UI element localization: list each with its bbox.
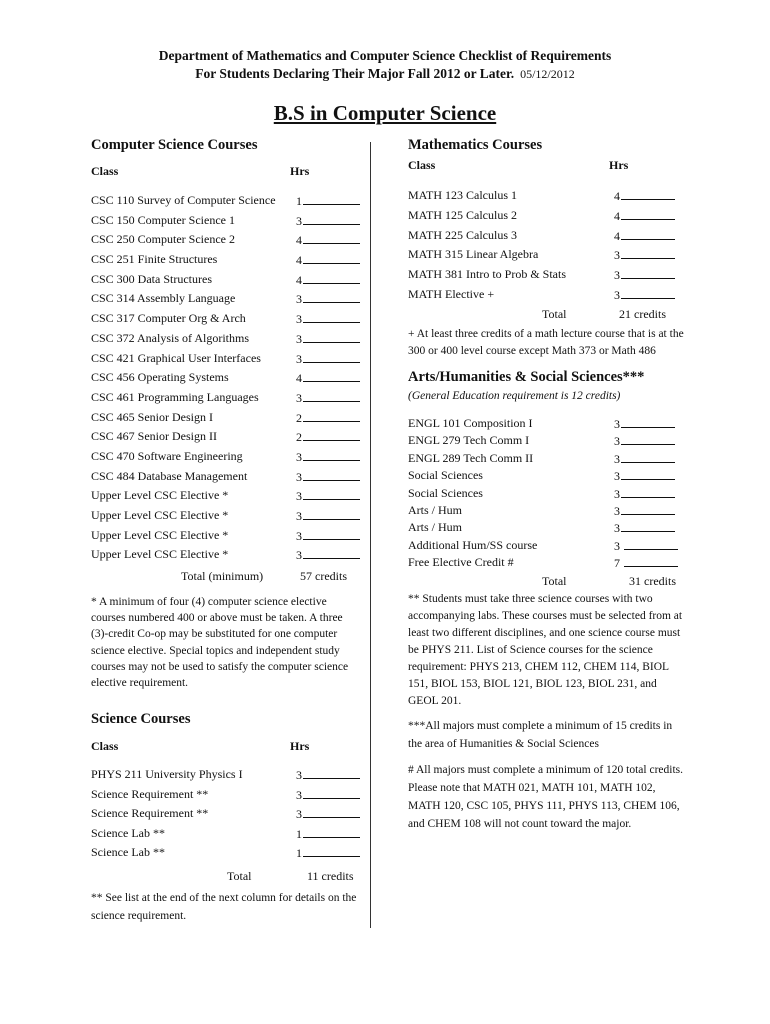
science-course-list (91, 767, 366, 865)
course-name: Free Elective Credit # (408, 555, 514, 570)
course-name: CSC 317 Computer Org & Arch (91, 311, 246, 326)
arts-total-label: Total (542, 573, 567, 588)
course-row (408, 468, 688, 485)
course-hours-field[interactable] (296, 311, 360, 327)
course-hours-field[interactable] (296, 232, 360, 248)
course-hours: 3 (614, 538, 623, 553)
fill-in-line (303, 390, 360, 402)
course-name: PHYS 211 University Physics I (91, 767, 243, 782)
fill-in-line (303, 351, 360, 363)
course-name: CSC 250 Computer Science 2 (91, 232, 235, 247)
left-column (91, 137, 366, 925)
course-name: ENGL 289 Tech Comm II (408, 450, 534, 465)
course-name: CSC 465 Senior Design I (91, 409, 214, 424)
course-name: Upper Level CSC Elective * (91, 547, 229, 562)
course-hours: 3 (296, 489, 302, 504)
course-name: MATH 125 Calculus 2 (408, 207, 517, 222)
course-row (91, 390, 366, 410)
fill-in-line (303, 469, 360, 481)
course-hours: 2 (296, 430, 302, 445)
course-hours: 3 (296, 807, 302, 822)
math-column-header (408, 158, 688, 172)
course-row (408, 228, 688, 248)
course-hours-field[interactable] (614, 433, 675, 449)
course-name: Upper Level CSC Elective * (91, 488, 229, 503)
course-hours: 3 (296, 312, 302, 327)
fill-in-line (621, 503, 675, 515)
course-hours: 3 (296, 469, 302, 484)
course-row (408, 451, 688, 468)
course-hours: 1 (296, 846, 302, 861)
course-name: CSC 314 Assembly Language (91, 291, 236, 306)
course-row (408, 416, 688, 433)
course-name: Science Requirement ** (91, 786, 209, 801)
fill-in-line (303, 547, 360, 559)
course-hours-field[interactable] (614, 188, 675, 204)
course-hours-field[interactable] (296, 845, 360, 861)
math-col-hrs: Hrs (609, 158, 629, 172)
fill-in-line (621, 287, 675, 299)
course-hours: 3 (296, 509, 302, 523)
science-column-header (91, 739, 366, 753)
course-name: Upper Level CSC Elective * (91, 508, 229, 522)
course-row (91, 370, 366, 390)
course-hours-field[interactable] (614, 538, 678, 554)
science-note: ** See list at the end of the next column for details on the science requirement. (91, 891, 357, 922)
course-row (91, 252, 366, 272)
fill-in-line (621, 486, 675, 498)
course-hours-field[interactable] (296, 390, 360, 406)
fill-in-line (303, 232, 360, 244)
course-name: Social Sciences (408, 485, 483, 500)
fill-in-line (303, 429, 360, 441)
fill-in-line (303, 449, 360, 461)
course-hours-field[interactable] (614, 451, 675, 467)
course-hours-field[interactable] (614, 228, 675, 244)
math-total (408, 307, 688, 322)
course-hours: 3 (614, 287, 620, 302)
right-column (408, 137, 688, 833)
fill-in-line (621, 468, 675, 480)
cs-elective-note: * A minimum of four (4) computer science elective courses numbered 400 or above must be taken. A three (3)-credit Co-op may be substituted for one computer science elective. Special topics and independent study courses may not be used to satisfy the computer science elective requirement. (91, 596, 349, 690)
arts-total-value: 31 credits (629, 573, 676, 588)
course-name: CSC 470 Software Engineering (91, 448, 243, 463)
fill-in-line (621, 520, 675, 532)
course-hours: 4 (296, 253, 302, 268)
fill-in-line (303, 272, 360, 284)
course-name: MATH 225 Calculus 3 (408, 227, 517, 242)
fill-in-line (624, 538, 678, 550)
header-subtitle: For Students Declaring Their Major Fall 2012 or Later. (195, 66, 515, 81)
course-hours: 3 (614, 469, 620, 484)
fill-in-line (624, 555, 678, 567)
fill-in-line (621, 208, 675, 220)
course-hours: 3 (296, 787, 302, 802)
course-hours: 3 (614, 268, 620, 283)
course-row (408, 208, 688, 228)
course-hours: 2 (296, 410, 302, 425)
fill-in-line (303, 193, 360, 205)
course-hours-field[interactable] (296, 410, 360, 426)
fill-in-line (303, 252, 360, 264)
course-hours: 3 (614, 248, 620, 263)
cs-total-label: Total (minimum) (181, 569, 264, 584)
course-hours: 3 (296, 292, 302, 307)
fill-in-line (303, 410, 360, 422)
math-course-list (408, 188, 688, 307)
course-row (91, 508, 366, 528)
course-row (91, 845, 366, 865)
fill-in-line (621, 433, 675, 445)
cs-col-class: Class (91, 164, 119, 178)
course-name: CSC 456 Operating Systems (91, 370, 229, 385)
course-hours-field[interactable] (614, 416, 675, 432)
course-row (91, 787, 366, 807)
course-hours-field[interactable] (296, 429, 360, 445)
course-row (91, 193, 366, 213)
fill-in-line (303, 370, 360, 382)
cs-column-header (91, 164, 366, 178)
course-name: Additional Hum/SS course (408, 537, 538, 552)
course-hours-field[interactable] (296, 488, 360, 504)
course-name: Arts / Hum (408, 520, 462, 535)
course-hours-field[interactable] (614, 555, 678, 571)
course-name: CSC 484 Database Management (91, 468, 248, 483)
course-name: ENGL 101 Composition I (408, 415, 533, 430)
fill-in-line (621, 228, 675, 240)
course-row (91, 806, 366, 826)
fill-in-line (303, 806, 360, 818)
course-hours-field[interactable] (614, 486, 675, 502)
document-header-line1: Department of Mathematics and Computer Science Checklist of Requirements (158, 48, 612, 63)
course-hours: 3 (614, 521, 620, 536)
course-row (91, 429, 366, 449)
course-hours: 3 (296, 449, 302, 464)
course-name: Science Requirement ** (91, 806, 209, 821)
cs-total (91, 569, 366, 584)
course-row (91, 272, 366, 292)
course-name: Social Sciences (408, 468, 483, 483)
fill-in-line (303, 845, 360, 857)
course-row (408, 433, 688, 450)
course-row (408, 503, 688, 520)
cs-course-list (91, 193, 366, 567)
course-name: CSC 300 Data Structures (91, 271, 212, 286)
course-row (91, 488, 366, 508)
course-row (91, 351, 366, 371)
course-hours: 4 (614, 189, 620, 203)
course-row (91, 232, 366, 252)
course-row (408, 538, 688, 555)
course-hours-field[interactable] (296, 469, 360, 485)
course-row (91, 291, 366, 311)
course-name: CSC 461 Programming Languages (91, 389, 259, 404)
course-name: CSC 150 Computer Science 1 (91, 212, 235, 227)
course-hours: 4 (296, 371, 302, 386)
course-hours-field[interactable] (296, 508, 360, 524)
math-col-class: Class (408, 158, 436, 172)
course-row (91, 767, 366, 787)
course-hours: 7 (614, 556, 623, 571)
course-hours: 3 (296, 213, 302, 228)
course-hours-field[interactable] (296, 272, 360, 288)
course-hours-field[interactable] (296, 370, 360, 386)
course-row (91, 547, 366, 567)
fill-in-line (621, 416, 675, 428)
fill-in-line (303, 311, 360, 323)
cs-heading: Computer Science Courses (91, 137, 258, 153)
course-hours: 3 (614, 503, 620, 518)
fill-in-line (621, 247, 675, 259)
fill-in-line (303, 213, 360, 225)
cs-total-value: 57 credits (300, 569, 347, 584)
course-hours: 4 (614, 228, 620, 243)
arts-course-list (408, 416, 688, 573)
course-name: MATH Elective + (408, 286, 495, 301)
course-row (408, 486, 688, 503)
course-hours: 3 (296, 331, 302, 346)
course-row (91, 469, 366, 489)
fill-in-line (303, 331, 360, 343)
humss-note: ***All majors must complete a minimum of 15 credits in the area of Humanities & Social Sciences (408, 719, 673, 750)
course-hours: 1 (296, 826, 302, 841)
course-hours: 3 (614, 451, 620, 466)
column-divider (370, 142, 371, 928)
course-row (408, 267, 688, 287)
arts-total (408, 574, 688, 589)
course-hours-field[interactable] (614, 267, 675, 283)
total-credits-note: # All majors must complete a minimum of 120 total credits. Please note that MATH 021, MATH 101, MATH 102, MATH 120, CSC 105, PHYS 111, PHYS 113, CHEM 106, and CHEM 108 will not count toward the major. (408, 763, 684, 830)
course-row (408, 287, 688, 307)
course-row (91, 311, 366, 331)
course-hours-field[interactable] (296, 291, 360, 307)
course-row (408, 555, 688, 572)
header-date: 05/12/2012 (520, 67, 575, 81)
fill-in-line (303, 826, 360, 838)
course-hours: 1 (296, 194, 302, 208)
science-col-hrs: Hrs (290, 739, 310, 754)
course-name: CSC 467 Senior Design II (91, 429, 217, 444)
course-hours: 4 (296, 272, 302, 287)
science-heading: Science Courses (91, 711, 191, 728)
fill-in-line (621, 267, 675, 279)
course-hours: 3 (296, 768, 302, 783)
fill-in-line (621, 188, 675, 200)
document-header-line2 (0, 66, 770, 82)
course-name: MATH 381 Intro to Prob & Stats (408, 267, 567, 282)
course-hours: 3 (296, 351, 302, 366)
course-name: Science Lab ** (91, 845, 165, 860)
course-hours-field[interactable] (296, 787, 360, 803)
fill-in-line (303, 488, 360, 500)
course-name: MATH 123 Calculus 1 (408, 188, 517, 202)
course-hours: 3 (614, 486, 620, 501)
course-hours-field[interactable] (614, 503, 675, 519)
course-hours-field[interactable] (296, 213, 360, 229)
course-row (91, 449, 366, 469)
math-heading: Mathematics Courses (408, 137, 543, 153)
course-hours-field[interactable] (614, 520, 675, 536)
course-hours: 3 (296, 548, 302, 563)
course-name: CSC 421 Graphical User Interfaces (91, 350, 261, 365)
fill-in-line (303, 528, 360, 540)
science-total-label: Total (227, 868, 252, 883)
math-elective-note: + At least three credits of a math lecture course that is at the 300 or 400 level course except Math 373 or Math 486 (408, 327, 684, 357)
fill-in-line (303, 787, 360, 799)
course-hours-field[interactable] (614, 287, 675, 303)
course-hours-field[interactable] (296, 767, 360, 783)
course-hours-field[interactable] (614, 208, 675, 224)
science-total (91, 869, 366, 884)
page-title: B.S in Computer Science (273, 101, 497, 125)
science-total-value: 11 credits (307, 868, 354, 883)
course-name: Arts / Hum (408, 502, 462, 517)
course-hours-field[interactable] (614, 468, 675, 484)
course-hours-field[interactable] (614, 247, 675, 263)
course-row (408, 247, 688, 267)
fill-in-line (303, 508, 360, 520)
course-hours-field[interactable] (296, 826, 360, 842)
course-hours: 4 (296, 233, 302, 248)
course-name: CSC 110 Survey of Computer Science (91, 193, 276, 207)
fill-in-line (621, 451, 675, 463)
fill-in-line (303, 291, 360, 303)
math-total-value: 21 credits (619, 306, 666, 321)
course-row (91, 213, 366, 233)
math-total-label: Total (542, 306, 567, 321)
course-hours-field[interactable] (296, 547, 360, 563)
course-hours-field[interactable] (296, 351, 360, 367)
course-hours: 4 (614, 208, 620, 223)
course-hours: 3 (614, 434, 620, 449)
course-hours-field[interactable] (296, 252, 360, 268)
course-name: CSC 372 Analysis of Algorithms (91, 330, 250, 345)
course-row (91, 826, 366, 846)
course-hours-field[interactable] (296, 193, 360, 209)
course-row (91, 331, 366, 351)
course-hours: 3 (296, 528, 302, 543)
science-col-class: Class (91, 739, 119, 754)
course-name: CSC 251 Finite Structures (91, 252, 218, 267)
course-row (408, 188, 688, 208)
course-row (408, 520, 688, 537)
arts-subtitle: (General Education requirement is 12 credits) (408, 389, 621, 402)
course-row (91, 528, 366, 548)
course-hours-field[interactable] (296, 331, 360, 347)
course-row (91, 410, 366, 430)
course-name: Upper Level CSC Elective * (91, 527, 229, 542)
science-requirement-note: ** Students must take three science courses with two accompanying labs. These courses must be selected from at least two different disciplines, and one science course must be PHYS 211. List of Science courses for the science requirement: PHYS 213, CHEM 112, CHEM 114, BIOL 151, BIOL 153, BIOL 121, BIOL 123, BIOL 231, and GEOL 201. (408, 592, 683, 707)
arts-heading: Arts/Humanities & Social Sciences*** (408, 368, 645, 385)
course-name: MATH 315 Linear Algebra (408, 247, 539, 262)
course-name: Science Lab ** (91, 825, 165, 840)
fill-in-line (303, 767, 360, 779)
course-hours-field[interactable] (296, 449, 360, 465)
course-name: ENGL 279 Tech Comm I (408, 433, 530, 448)
course-hours-field[interactable] (296, 528, 360, 544)
cs-col-hrs: Hrs (290, 164, 310, 178)
course-hours: 3 (614, 416, 620, 431)
course-hours: 3 (296, 390, 302, 405)
course-hours-field[interactable] (296, 806, 360, 822)
